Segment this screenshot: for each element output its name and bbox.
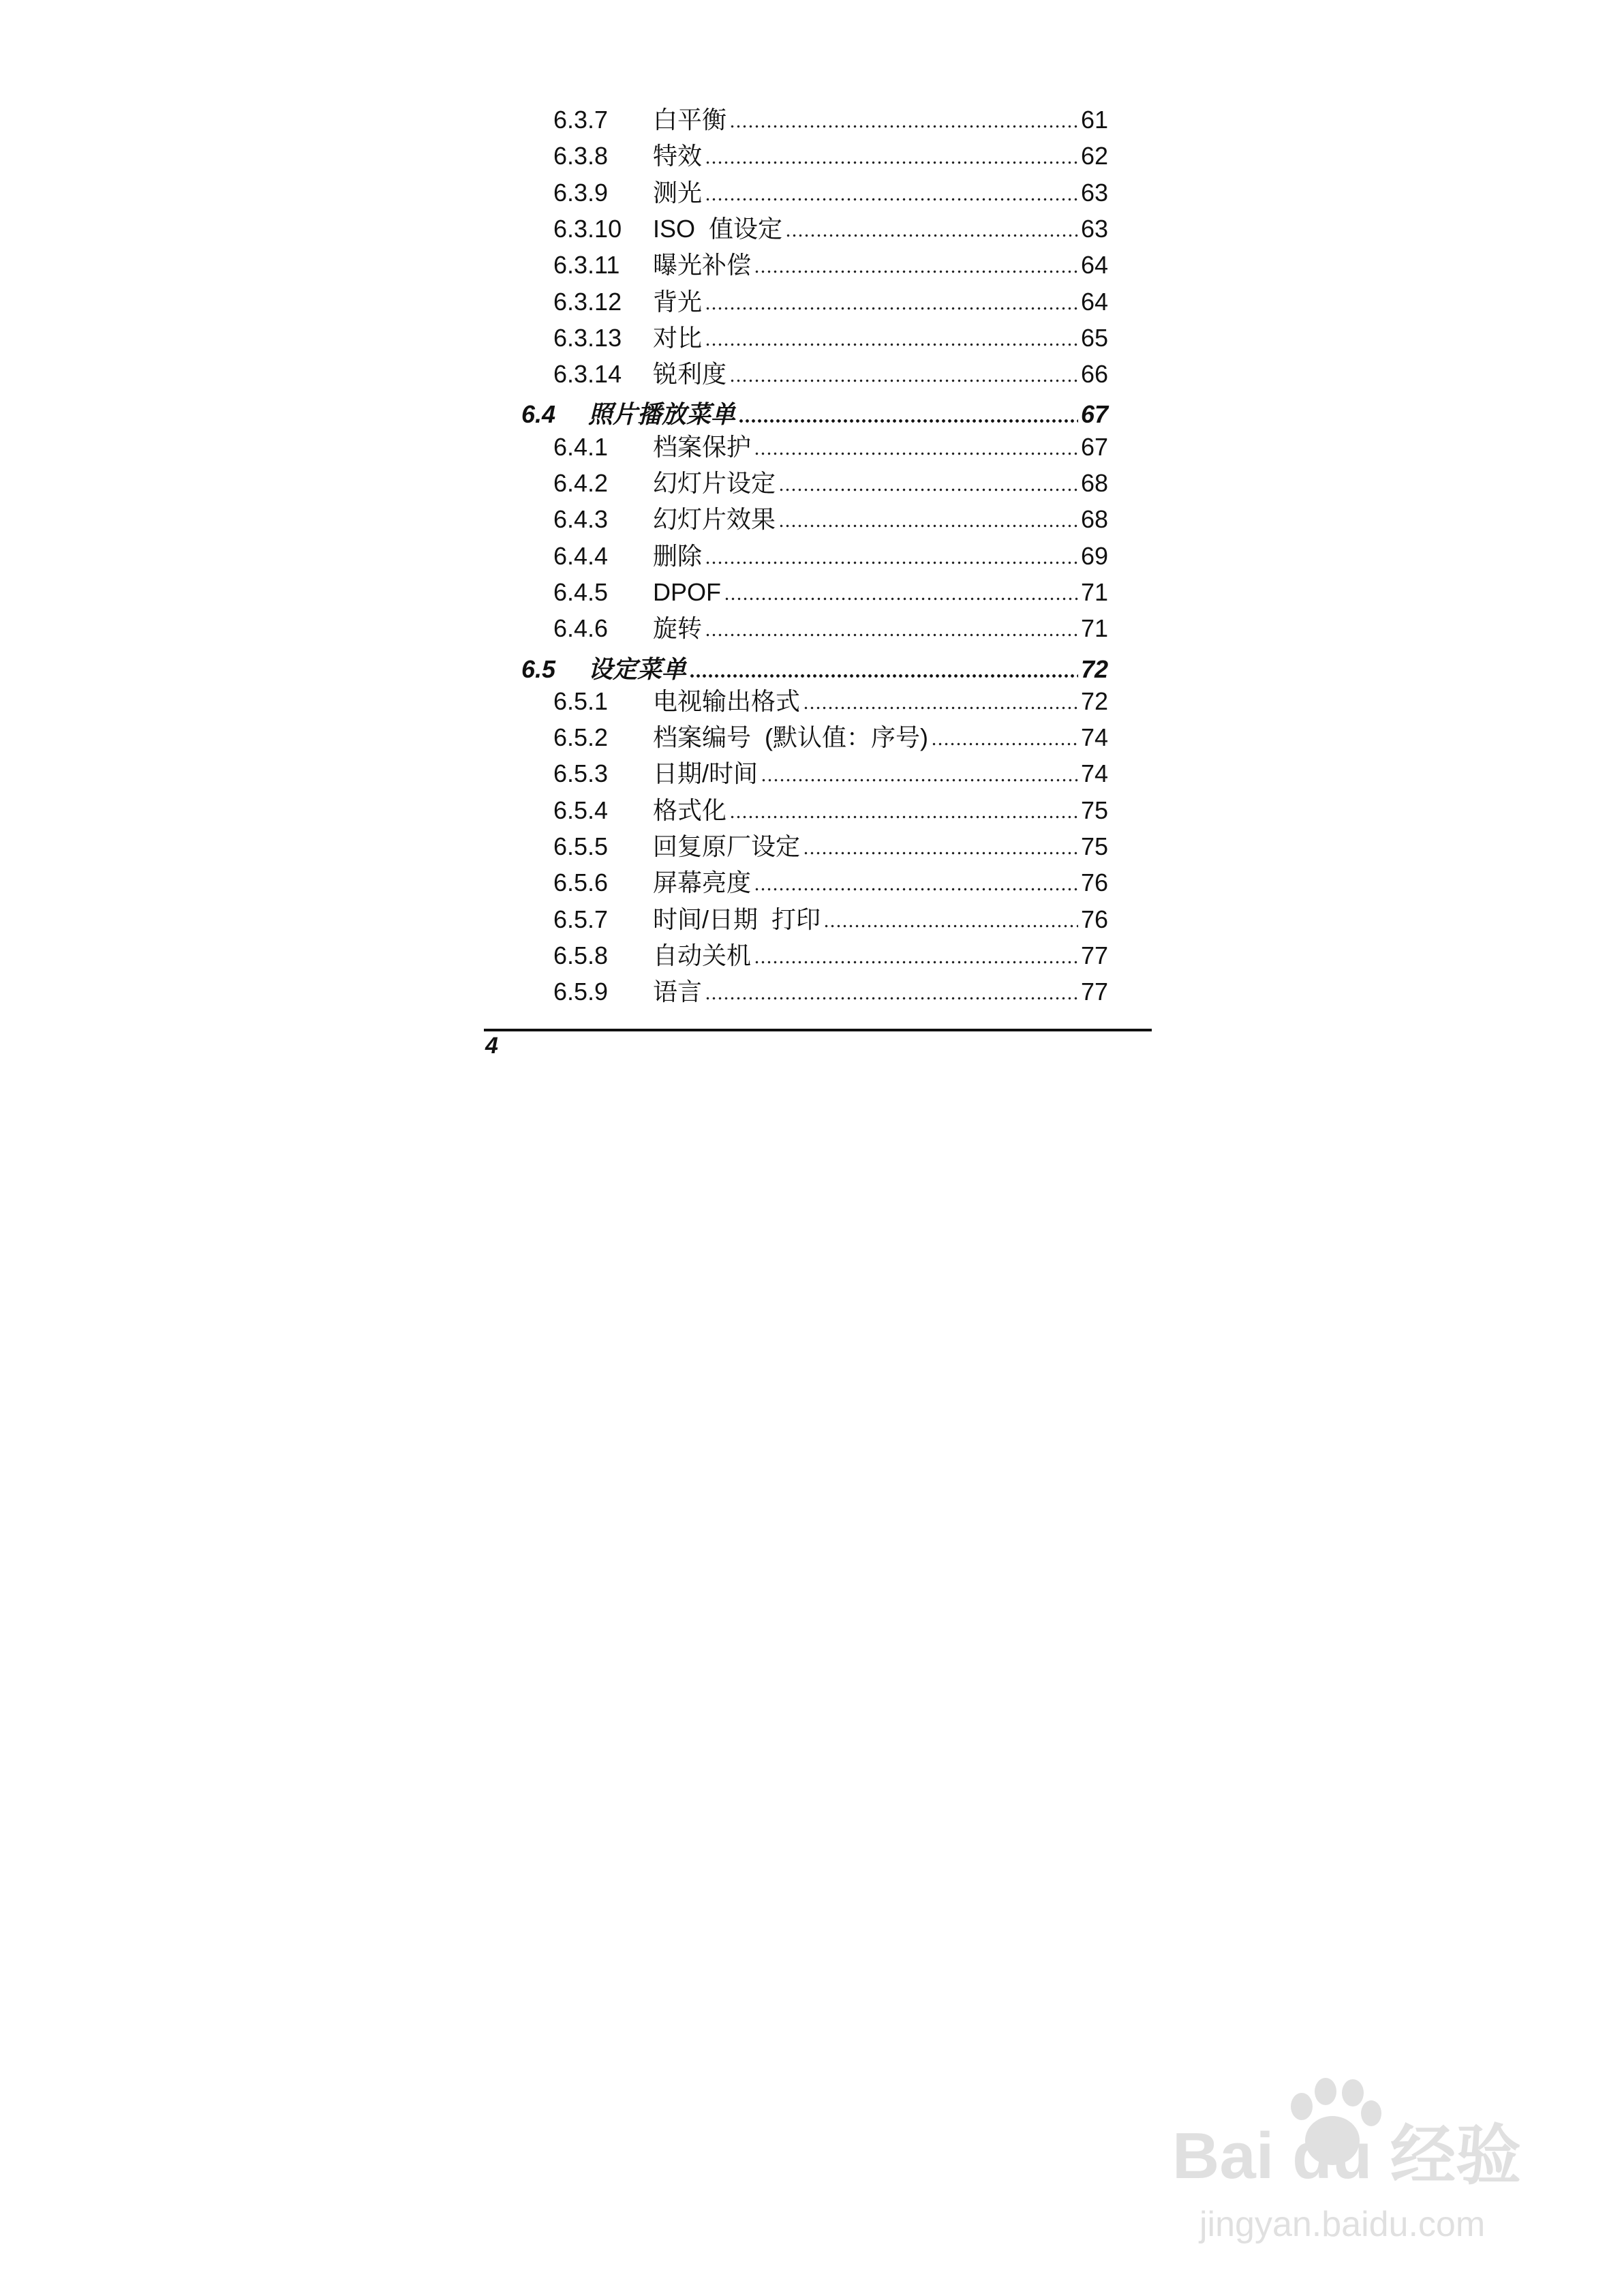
dot-leader — [705, 630, 1078, 639]
dot-leader — [729, 376, 1078, 385]
page-number: 4 — [485, 1033, 498, 1059]
dot-leader — [754, 884, 1078, 894]
toc-number: 6.3.11 — [553, 251, 620, 279]
dot-leader — [778, 521, 1078, 530]
toc-title: 语言 — [653, 978, 703, 1006]
dot-leader — [803, 703, 1078, 712]
toc-number: 6.4.6 — [553, 614, 609, 642]
toc-entry — [553, 938, 1108, 973]
toc-page-number: 71 — [1080, 614, 1108, 642]
toc-title: 档案编号 (默认值：序号) — [653, 723, 928, 751]
toc-entry — [553, 829, 1108, 864]
toc-entry — [553, 502, 1108, 537]
dot-leader — [705, 157, 1078, 167]
toc-page-number: 64 — [1080, 288, 1108, 316]
toc-number: 6.3.9 — [553, 179, 609, 207]
toc-number: 6.5.6 — [553, 868, 609, 896]
watermark-brand: Bai du 经验 — [1172, 2119, 1522, 2192]
toc-number: 6.4.2 — [553, 469, 609, 497]
toc-number: 6.3.10 — [553, 215, 622, 243]
toc-page-number: 65 — [1080, 324, 1108, 352]
toc-entry — [553, 865, 1108, 901]
dot-leader — [785, 230, 1078, 240]
dot-leader — [761, 775, 1078, 785]
toc-number: 6.5.2 — [553, 723, 609, 751]
toc-title: 白平衡 — [653, 106, 727, 134]
toc-title: 测光 — [653, 179, 703, 207]
toc-page-number: 77 — [1080, 941, 1108, 969]
dot-leader — [705, 993, 1078, 1003]
toc-entry — [553, 756, 1108, 791]
dot-leader — [778, 485, 1078, 494]
watermark-url: jingyan.baidu.com — [1199, 2205, 1486, 2244]
toc-entry — [553, 793, 1108, 828]
toc-section-entry — [521, 397, 1108, 432]
toc-page-number: 67 — [1080, 433, 1108, 461]
dot-leader — [754, 449, 1078, 458]
toc-entry — [553, 902, 1108, 937]
toc-number: 6.4.3 — [553, 505, 609, 533]
toc-title: 特效 — [653, 142, 703, 170]
toc-title: 档案保护 — [653, 433, 752, 461]
toc-title: 自动关机 — [653, 941, 752, 969]
toc-title: 照片播放菜单 — [588, 400, 736, 428]
dot-leader — [689, 671, 1078, 680]
toc-title: 对比 — [653, 324, 703, 352]
toc-entry — [553, 575, 1108, 610]
toc-title: 格式化 — [653, 796, 727, 824]
toc-title: 锐利度 — [653, 360, 727, 388]
dot-leader — [803, 848, 1078, 858]
toc-entry — [553, 974, 1108, 1010]
toc-number: 6.5.5 — [553, 832, 609, 860]
toc-number: 6.4 — [521, 400, 556, 428]
toc-entry — [553, 284, 1108, 320]
toc-number: 6.4.4 — [553, 542, 609, 570]
toc-section-entry — [521, 652, 1108, 687]
toc-entry — [553, 320, 1108, 356]
toc-title: ISO 值设定 — [653, 215, 783, 243]
footer-rule — [484, 1029, 1152, 1031]
toc-entry — [553, 684, 1108, 719]
toc-page-number: 75 — [1080, 796, 1108, 824]
toc-entry — [553, 611, 1108, 646]
toc-title: 删除 — [653, 542, 703, 570]
dot-leader — [705, 194, 1078, 204]
toc-page-number: 63 — [1080, 215, 1108, 243]
toc-title: 背光 — [653, 288, 703, 316]
toc-number: 6.5.8 — [553, 941, 609, 969]
dot-leader — [823, 921, 1078, 931]
toc-entry — [553, 211, 1108, 247]
toc-number: 6.3.7 — [553, 106, 609, 134]
toc-number: 6.5.7 — [553, 905, 609, 933]
toc-page-number: 66 — [1080, 360, 1108, 388]
toc-entry — [553, 466, 1108, 501]
toc-entry — [553, 720, 1108, 755]
toc-page-number: 71 — [1080, 578, 1108, 606]
toc-page-number: 67 — [1080, 400, 1108, 428]
toc-title: 旋转 — [653, 614, 703, 642]
toc-page-number: 61 — [1080, 106, 1108, 134]
toc-page-number: 62 — [1080, 142, 1108, 170]
toc-title: DPOF — [653, 578, 722, 606]
dot-leader — [729, 121, 1078, 131]
dot-leader — [705, 558, 1078, 567]
toc-number: 6.3.14 — [553, 360, 622, 388]
toc-page-number: 75 — [1080, 832, 1108, 860]
toc-title: 幻灯片效果 — [653, 505, 776, 533]
toc-entry — [553, 429, 1108, 465]
dot-leader — [738, 416, 1078, 425]
dot-leader — [754, 957, 1078, 967]
toc-number: 6.5 — [521, 655, 556, 683]
toc-title: 电视输出格式 — [653, 687, 801, 715]
dot-leader — [754, 267, 1078, 276]
toc-title: 幻灯片设定 — [653, 469, 776, 497]
toc-page-number: 74 — [1080, 723, 1108, 751]
toc-entry — [553, 357, 1108, 392]
toc-page-number: 76 — [1080, 905, 1108, 933]
toc-page-number: 72 — [1080, 687, 1108, 715]
baidu-jingyan-watermark — [1159, 2059, 1567, 2263]
dot-leader — [729, 812, 1078, 821]
toc-page-number: 63 — [1080, 179, 1108, 207]
toc-page-number: 64 — [1080, 251, 1108, 279]
toc-page-number: 68 — [1080, 469, 1108, 497]
toc-entry — [553, 138, 1108, 174]
dot-leader — [724, 594, 1078, 603]
dot-leader — [705, 339, 1078, 349]
toc-title: 时间/日期 打印 — [653, 905, 821, 933]
toc-number: 6.3.8 — [553, 142, 609, 170]
toc-title: 日期/时间 — [653, 759, 759, 787]
toc-title: 屏幕亮度 — [653, 868, 752, 896]
toc-number: 6.5.1 — [553, 687, 609, 715]
toc-entry — [553, 539, 1108, 574]
toc-page-number: 76 — [1080, 868, 1108, 896]
dot-leader — [705, 303, 1078, 313]
toc-page-number: 77 — [1080, 978, 1108, 1006]
toc-number: 6.4.1 — [553, 433, 609, 461]
toc-entry — [553, 102, 1108, 138]
toc-number: 6.5.3 — [553, 759, 609, 787]
toc-number: 6.5.9 — [553, 978, 609, 1006]
toc-entry — [553, 247, 1108, 283]
toc-page-number: 74 — [1080, 759, 1108, 787]
toc-number: 6.4.5 — [553, 578, 609, 606]
toc-page-number: 68 — [1080, 505, 1108, 533]
toc-number: 6.3.13 — [553, 324, 622, 352]
dot-leader — [931, 739, 1078, 749]
toc-title: 设定菜单 — [588, 655, 687, 683]
toc-entry — [553, 175, 1108, 211]
toc-title: 回复原厂设定 — [653, 832, 801, 860]
toc-title: 曝光补偿 — [653, 251, 752, 279]
toc-page-number: 72 — [1080, 655, 1108, 683]
toc-number: 6.5.4 — [553, 796, 609, 824]
toc-number: 6.3.12 — [553, 288, 622, 316]
toc-page-number: 69 — [1080, 542, 1108, 570]
